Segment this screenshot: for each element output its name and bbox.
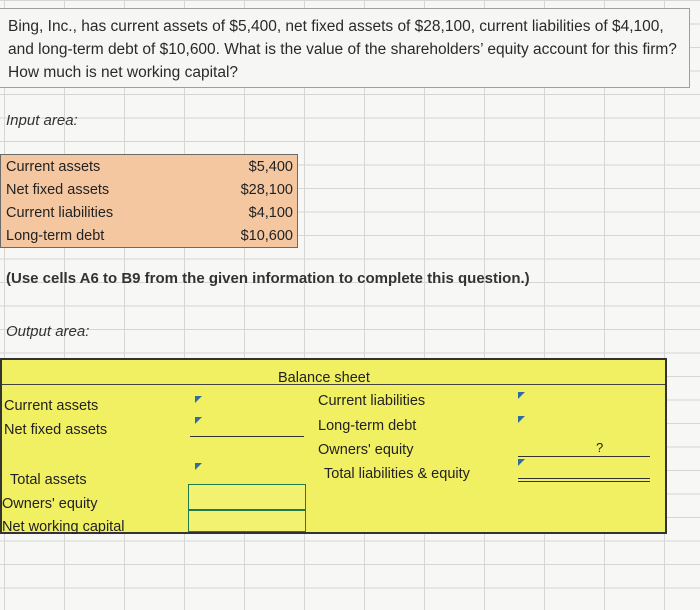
title-underline: [2, 384, 665, 385]
label-current-assets: Current assets: [4, 398, 99, 414]
label-long-term-debt: Long-term debt: [318, 418, 417, 434]
input-label: Long-term debt: [6, 228, 105, 244]
question-text: Bing, Inc., has current assets of $5,400, net fixed assets of $28,100, current liabilities of $4,100, and long-term debt of $10,600. What is the value of the shareholders’ equity account for this firm? How much is net working capital?: [8, 18, 677, 81]
label-net-working-capital: Net working capital: [2, 519, 125, 535]
input-label: Current assets: [6, 159, 101, 175]
input-value: $28,100: [240, 182, 293, 198]
label-current-liabilities: Current liabilities: [318, 393, 426, 409]
input-area-label: Input area:: [6, 112, 78, 129]
total-underline-1: [518, 478, 650, 479]
input-value: $5,400: [248, 159, 293, 175]
input-value: $10,600: [240, 228, 293, 244]
error-indicator-icon[interactable]: [518, 416, 525, 423]
owners-equity-placeholder[interactable]: ?: [596, 440, 604, 455]
label-owners-equity-right: Owners' equity: [318, 442, 414, 458]
input-row-long-term-debt[interactable]: [1, 225, 297, 248]
input-row-current-liabilities[interactable]: [1, 202, 297, 225]
label-total-assets: Total assets: [10, 472, 87, 488]
error-indicator-icon[interactable]: [518, 392, 525, 399]
question-text-cell: [0, 8, 690, 88]
error-indicator-icon[interactable]: [518, 459, 525, 466]
error-indicator-icon[interactable]: [195, 396, 202, 403]
input-row-current-assets[interactable]: [1, 156, 297, 179]
input-label: Current liabilities: [6, 205, 114, 221]
error-indicator-icon[interactable]: [195, 463, 202, 470]
instruction-text: (Use cells A6 to B9 from the given information to complete this question.): [6, 270, 530, 287]
balance-sheet-title: Balance sheet: [278, 370, 370, 386]
net-fixed-assets-underline: [190, 436, 304, 437]
input-label: Net fixed assets: [6, 182, 110, 198]
owners-equity-answer-cell[interactable]: [188, 484, 306, 510]
label-total-liabilities-equity: Total liabilities & equity: [324, 466, 470, 482]
input-area-table: [0, 154, 298, 248]
label-net-fixed-assets: Net fixed assets: [4, 422, 108, 438]
error-indicator-icon[interactable]: [195, 417, 202, 424]
net-working-capital-answer-cell[interactable]: [188, 510, 306, 532]
owners-equity-underline: [518, 456, 650, 457]
output-area-label: Output area:: [6, 323, 90, 340]
label-owners-equity-left: Owners' equity: [2, 496, 98, 512]
input-row-net-fixed-assets[interactable]: [1, 179, 297, 202]
balance-sheet-area: [0, 358, 667, 534]
total-underline-2: [518, 481, 650, 482]
input-value: $4,100: [248, 205, 293, 221]
